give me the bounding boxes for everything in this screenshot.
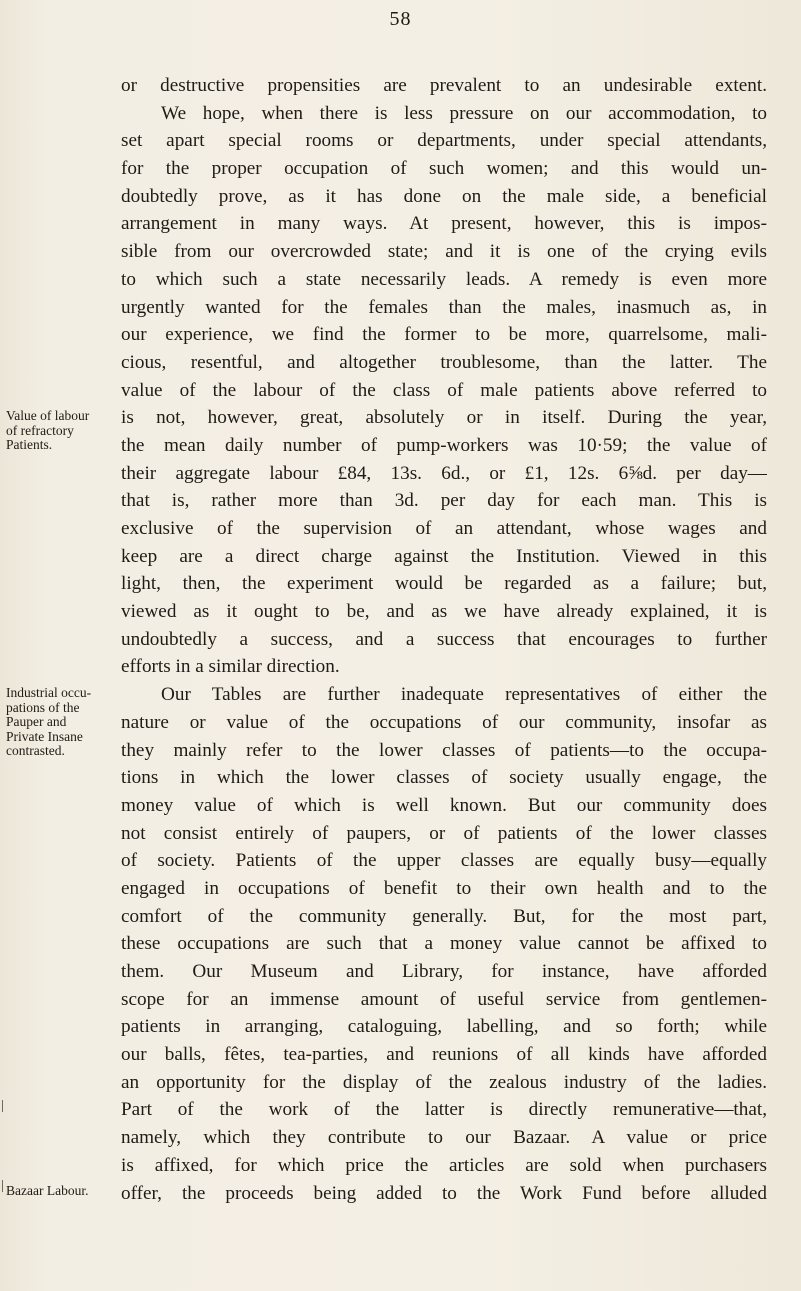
text-line: that is, rather more than 3d. per day for each man. This is xyxy=(121,490,767,512)
text-line: exclusive of the supervision of an attendant, whose wages and xyxy=(121,518,767,539)
page-number: 58 xyxy=(389,8,412,30)
margin-note-line: contrasted. xyxy=(6,743,65,758)
text-line: nature or value of the occupations of our community, insofar as xyxy=(121,711,767,733)
text-line: undoubtedly a success, and a success that encourages to further xyxy=(121,628,767,650)
body-text xyxy=(121,72,767,1207)
text-line: Our Tables are further inadequate representatives of either the xyxy=(161,684,767,706)
text-line: them. Our Museum and Library, for instance, have afforded xyxy=(121,961,767,982)
text-line: Part of the work of the latter is directly remunerative—that, xyxy=(121,1099,767,1121)
text-line: for the proper occupation of such women; and this would un- xyxy=(121,158,767,180)
text-line: sible from our overcrowded state; and it is one of the crying evils xyxy=(121,241,767,263)
text-line: namely, which they contribute to our Bazaar. A value or price xyxy=(121,1127,767,1149)
margin-note-bazaar-labour xyxy=(6,1184,118,1199)
text-line: is not, however, great, absolutely or in itself. During the year, xyxy=(121,407,767,429)
text-line: patients in arranging, cataloguing, labelling, and so forth; while xyxy=(121,1016,767,1038)
margin-note-line: pations of the xyxy=(6,699,80,715)
margin-note-line: Bazaar Labour. xyxy=(6,1183,89,1198)
margin-note-line: Pauper and xyxy=(6,714,67,729)
text-line: or destructive propensities are prevalent to an undesirable extent. xyxy=(121,75,767,96)
text-line: to which such a state necessarily leads. A remedy is even more xyxy=(121,268,767,290)
text-line: of society. Patients of the upper classes are equally busy—equally xyxy=(121,850,767,872)
text-line: We hope, when there is less pressure on our accommodation, to xyxy=(161,102,767,124)
text-line: value of the labour of the class of male patients above referred to xyxy=(121,379,767,401)
text-line: arrangement in many ways. At present, however, this is impos- xyxy=(121,213,767,235)
margin-note-industrial-occupations xyxy=(6,686,118,759)
text-line: keep are a direct charge against the Institution. Viewed in this xyxy=(121,545,767,567)
text-line: the mean daily number of pump-workers was 10·59; the value of xyxy=(121,434,767,456)
text-line: doubtedly prove, as it has done on the male side, a beneficial xyxy=(121,185,767,207)
text-line: money value of which is well known. But our community does xyxy=(121,794,767,816)
text-line: is affixed, for which price the articles are sold when purchasers xyxy=(121,1154,767,1176)
margin-note-line: of refractory xyxy=(6,422,74,438)
margin-note-line: Patients. xyxy=(6,437,53,452)
text-line: comfort of the community generally. But, for the most part, xyxy=(121,905,767,927)
text-line: our experience, we find the former to be more, quarrelsome, mali- xyxy=(121,324,767,346)
text-line: they mainly refer to the lower classes of patients—to the occupa- xyxy=(121,739,767,761)
margin-note-value-of-labour xyxy=(6,409,118,453)
margin-note-line: Private Insane xyxy=(6,728,83,744)
text-line: set apart special rooms or departments, under special attendants, xyxy=(121,130,767,152)
text-line: these occupations are such that a money value cannot be affixed to xyxy=(121,933,767,955)
text-line: offer, the proceeds being added to the Work Fund before alluded xyxy=(121,1182,767,1204)
text-line: efforts in a similar direction. xyxy=(121,656,340,678)
text-line: not consist entirely of paupers, or of patients of the lower classes xyxy=(121,822,767,844)
text-line: scope for an immense amount of useful service from gentlemen- xyxy=(121,988,767,1010)
text-line: tions in which the lower classes of society usually engage, the xyxy=(121,767,767,789)
margin-note-line: Value of labour xyxy=(6,408,90,423)
text-line: viewed as it ought to be, and as we have already explained, it is xyxy=(121,601,767,623)
binding-mark xyxy=(2,1180,7,1192)
margin-note-line: Industrial occu- xyxy=(6,685,92,700)
text-line: their aggregate labour £84, 13s. 6d., or £1, 12s. 6⅝d. per day— xyxy=(121,462,767,484)
text-line: our balls, fêtes, tea-parties, and reunions of all kinds have afforded xyxy=(121,1044,767,1066)
text-line: light, then, the experiment would be regarded as a failure; but, xyxy=(121,573,767,595)
text-line: urgently wanted for the females than the males, inasmuch as, in xyxy=(121,296,767,318)
text-line: cious, resentful, and altogether troublesome, than the latter. The xyxy=(121,351,767,373)
text-line: engaged in occupations of benefit to their own health and to the xyxy=(121,877,767,899)
binding-mark xyxy=(2,1100,7,1112)
text-line: an opportunity for the display of the zealous industry of the ladies. xyxy=(121,1071,767,1093)
